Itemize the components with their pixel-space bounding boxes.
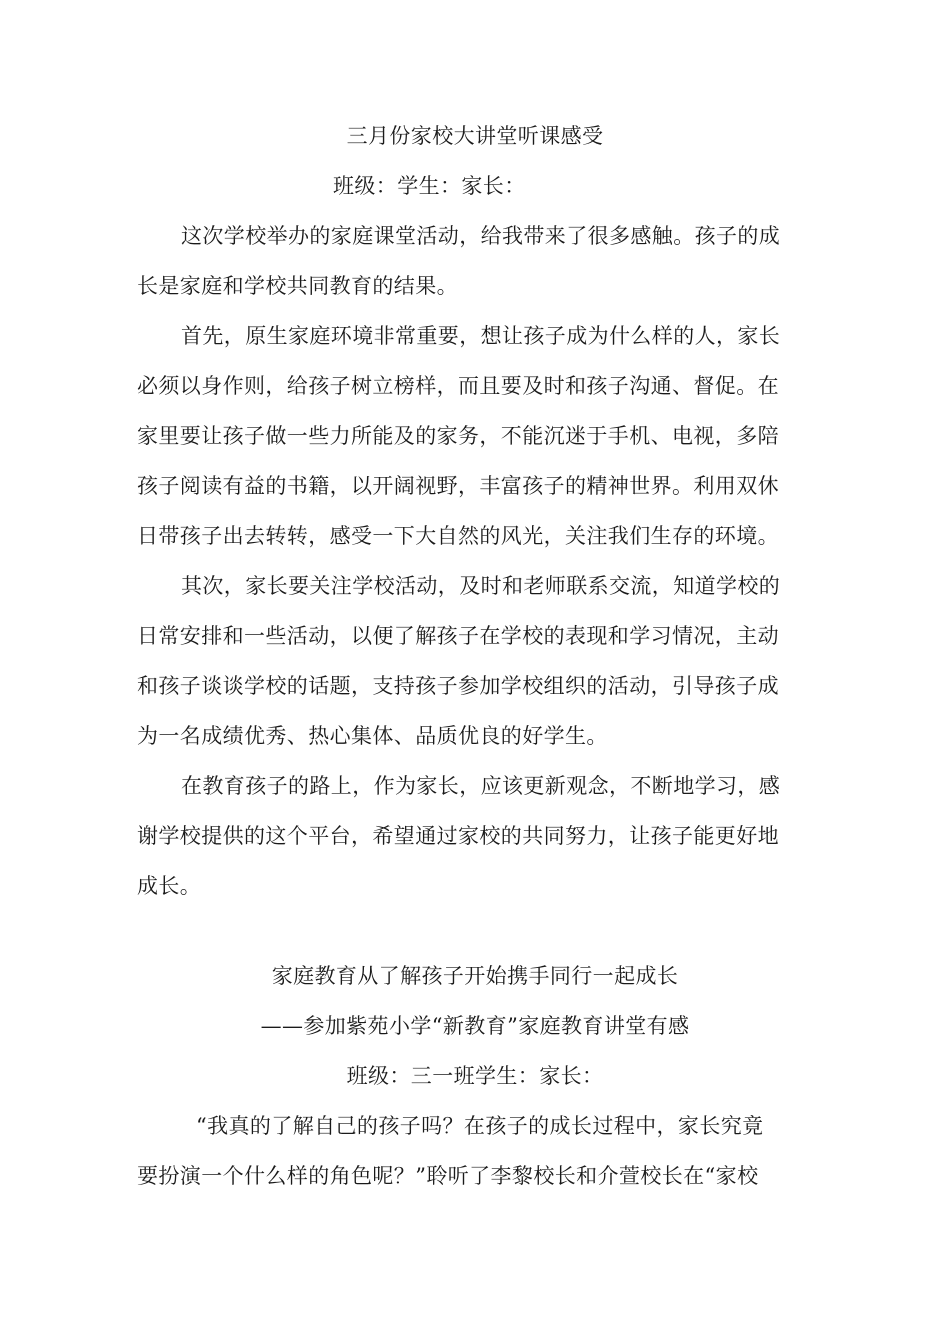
- article2-p1-line1: “我真的了解自己的孩子吗？在孩子的成长过程中，家长究竟: [196, 1114, 764, 1138]
- article1-p4-line2: 谢学校提供的这个平台，希望通过家校的共同努力，让孩子能更好地: [137, 824, 779, 848]
- article1-p4-line3: 成长。: [137, 874, 202, 898]
- article1-p3-line2: 日常安排和一些活动，以便了解孩子在学校的表现和学习情况，主动: [137, 624, 779, 648]
- article1-p3-line1: 其次，家长要关注学校活动，及时和老师联系交流，知道学校的: [181, 574, 781, 598]
- article1-p2-line1: 首先，原生家庭环境非常重要，想让孩子成为什么样的人，家长: [181, 324, 781, 348]
- article1-p2-line3: 家里要让孩子做一些力所能及的家务，不能沉迷于手机、电视，多陪: [137, 424, 779, 448]
- article1-p2-line4: 孩子阅读有益的书籍，以开阔视野，丰富孩子的精神世界。利用双休: [137, 474, 779, 498]
- article1-p1-line1: 这次学校举办的家庭课堂活动，给我带来了很多感触。孩子的成: [181, 224, 781, 248]
- article2-subtitle: ——参加紫苑小学“新教育”家庭教育讲堂有感: [260, 1014, 690, 1038]
- article2-title: 家庭教育从了解孩子开始携手同行一起成长: [271, 964, 679, 988]
- article1-p1-line2: 长是家庭和学校共同教育的结果。: [137, 274, 458, 298]
- article1-title: 三月份家校大讲堂听课感受: [346, 124, 604, 148]
- article1-byline: 班级：学生：家长：: [333, 174, 526, 198]
- article2-p1-line2: 要扮演一个什么样的角色呢？”聆听了李黎校长和介萱校长在“家校: [137, 1164, 759, 1188]
- article1-p2-line5: 日带孩子出去转转，感受一下大自然的风光，关注我们生存的环境。: [137, 524, 779, 548]
- article2-byline: 班级：三一班学生：家长：: [346, 1064, 604, 1088]
- article1-p3-line4: 为一名成绩优秀、热心集体、品质优良的好学生。: [137, 724, 608, 748]
- article1-p4-line1: 在教育孩子的路上，作为家长，应该更新观念，不断地学习，感: [181, 774, 781, 798]
- article1-p3-line3: 和孩子谈谈学校的话题，支持孩子参加学校组织的活动，引导孩子成: [137, 674, 779, 698]
- article1-p2-line2: 必须以身作则，给孩子树立榜样，而且要及时和孩子沟通、督促。在: [137, 374, 779, 398]
